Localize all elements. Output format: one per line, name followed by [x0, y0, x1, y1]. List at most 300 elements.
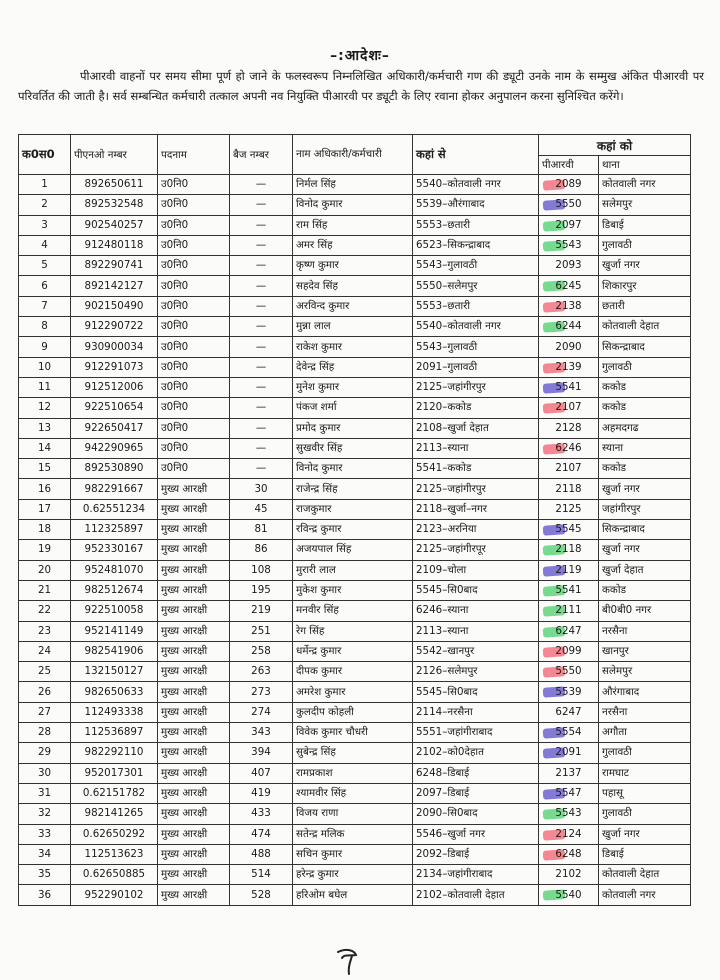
row-from: 2118–खुर्जा–नगर: [413, 499, 539, 519]
row-from: 2120–ककोड: [413, 398, 539, 418]
row-prv-value: 2099: [555, 644, 582, 657]
row-prv-value: 2107: [555, 401, 582, 414]
row-badge: 528: [230, 885, 293, 905]
row-post: मुख्य आरक्षी: [158, 520, 230, 540]
row-prv: [539, 580, 599, 600]
row-pno: 982541906: [71, 641, 158, 661]
row-prv: [539, 844, 599, 864]
header-prv: पीआरवी: [539, 156, 599, 175]
row-thana: ककोड: [599, 459, 691, 479]
row-badge: —: [230, 377, 293, 397]
row-prv-value: 2107: [555, 462, 582, 475]
row-from: 5540–कोतवाली नगर: [413, 317, 539, 337]
table-row: [19, 662, 691, 682]
row-pno: 892142127: [71, 276, 158, 296]
row-sn: 27: [19, 702, 71, 722]
row-thana: कोतवाली नगर: [599, 885, 691, 905]
row-post: उ0नि0: [158, 215, 230, 235]
row-thana: खुर्जा नगर: [599, 824, 691, 844]
row-prv: [539, 702, 599, 722]
row-prv-value: 2128: [555, 421, 582, 434]
table-row: [19, 682, 691, 702]
row-name: मुनेश कुमार: [293, 377, 413, 397]
row-sn: 7: [19, 296, 71, 316]
row-from: 5540–कोतवाली नगर: [413, 175, 539, 195]
row-from: 2123–अरनिया: [413, 520, 539, 540]
row-pno: 912480118: [71, 235, 158, 255]
row-pno: 952017301: [71, 763, 158, 783]
row-badge: —: [230, 296, 293, 316]
row-badge: —: [230, 215, 293, 235]
row-sn: 20: [19, 560, 71, 580]
row-prv: [539, 641, 599, 661]
row-badge: 433: [230, 804, 293, 824]
row-name: सुबेन्द्र सिंह: [293, 743, 413, 763]
header-to: कहां को: [539, 135, 691, 156]
row-badge: —: [230, 357, 293, 377]
row-post: मुख्य आरक्षी: [158, 479, 230, 499]
row-prv: [539, 662, 599, 682]
row-sn: 18: [19, 520, 71, 540]
duty-table-body: [19, 175, 691, 906]
row-prv: [539, 195, 599, 215]
header-pno: पीएनओ नम्बर: [71, 135, 158, 175]
row-thana: अगौता: [599, 723, 691, 743]
row-thana: कोतवाली नगर: [599, 175, 691, 195]
row-prv-value: 6248: [555, 847, 582, 860]
row-from: 5550–सलेमपुर: [413, 276, 539, 296]
row-thana: शिकारपुर: [599, 276, 691, 296]
row-thana: स्याना: [599, 438, 691, 458]
row-post: मुख्य आरक्षी: [158, 723, 230, 743]
row-name: अरविन्द कुमार: [293, 296, 413, 316]
row-thana: सलेमपुर: [599, 662, 691, 682]
table-row: [19, 621, 691, 641]
row-prv-value: 2089: [555, 178, 582, 191]
row-name: प्रमोद कुमार: [293, 418, 413, 438]
header-post: पदनाम: [158, 135, 230, 175]
table-row: [19, 702, 691, 722]
row-from: 2109–चोला: [413, 560, 539, 580]
row-prv-value: 2097: [555, 218, 582, 231]
row-thana: ककोड: [599, 580, 691, 600]
table-row: [19, 580, 691, 600]
row-thana: नरसैना: [599, 621, 691, 641]
row-prv: [539, 317, 599, 337]
row-sn: 8: [19, 317, 71, 337]
row-thana: सिकन्द्राबाद: [599, 520, 691, 540]
row-from: 2125–जहांगीरपुर: [413, 377, 539, 397]
row-from: 5545–सि0बाद: [413, 682, 539, 702]
row-post: उ0नि0: [158, 256, 230, 276]
row-post: मुख्य आरक्षी: [158, 499, 230, 519]
row-name: मुन्ना लाल: [293, 317, 413, 337]
row-thana: नरसैना: [599, 702, 691, 722]
row-prv: [539, 459, 599, 479]
row-from: 2114–नरसैना: [413, 702, 539, 722]
row-badge: 514: [230, 865, 293, 885]
row-sn: 11: [19, 377, 71, 397]
row-prv: [539, 601, 599, 621]
row-pno: 922510654: [71, 398, 158, 418]
row-prv-value: 6247: [555, 705, 582, 718]
row-from: 5543–गुलावठी: [413, 256, 539, 276]
row-badge: —: [230, 418, 293, 438]
row-thana: ककोड: [599, 377, 691, 397]
row-from: 5545–सि0बाद: [413, 580, 539, 600]
row-sn: 3: [19, 215, 71, 235]
row-prv-value: 2111: [555, 604, 582, 617]
row-prv-value: 2138: [555, 299, 582, 312]
table-row: [19, 479, 691, 499]
row-prv-value: 5550: [555, 665, 582, 678]
row-from: 6248–डिबाई: [413, 763, 539, 783]
row-pno: 930900034: [71, 337, 158, 357]
row-badge: 30: [230, 479, 293, 499]
row-pno: 132150127: [71, 662, 158, 682]
row-thana: डिबाई: [599, 215, 691, 235]
row-thana: रामघाट: [599, 763, 691, 783]
row-thana: खुर्जा नगर: [599, 479, 691, 499]
row-pno: 982650633: [71, 682, 158, 702]
row-badge: 86: [230, 540, 293, 560]
table-row: [19, 560, 691, 580]
row-from: 5542–खानपुर: [413, 641, 539, 661]
row-sn: 13: [19, 418, 71, 438]
row-name: दीपक कुमार: [293, 662, 413, 682]
row-thana: खुर्जा देहात: [599, 560, 691, 580]
table-row: [19, 296, 691, 316]
row-prv: [539, 499, 599, 519]
row-pno: 892530890: [71, 459, 158, 479]
row-post: मुख्य आरक्षी: [158, 662, 230, 682]
row-name: विनोद कुमार: [293, 195, 413, 215]
row-post: मुख्य आरक्षी: [158, 702, 230, 722]
row-post: मुख्य आरक्षी: [158, 885, 230, 905]
row-prv-value: 2124: [555, 827, 582, 840]
row-prv-value: 5547: [555, 787, 582, 800]
row-prv: [539, 540, 599, 560]
row-name: विजय राणा: [293, 804, 413, 824]
table-row: [19, 337, 691, 357]
table-row: [19, 723, 691, 743]
row-from: 2092–डिबाई: [413, 844, 539, 864]
row-from: 5541–ककोड: [413, 459, 539, 479]
row-post: मुख्य आरक्षी: [158, 621, 230, 641]
row-name: राजेन्द्र सिंह: [293, 479, 413, 499]
row-post: उ0नि0: [158, 438, 230, 458]
row-name: मनवीर सिंह: [293, 601, 413, 621]
row-name: हरेन्द्र कुमार: [293, 865, 413, 885]
row-pno: 112325897: [71, 520, 158, 540]
row-post: उ0नि0: [158, 377, 230, 397]
row-prv: [539, 682, 599, 702]
table-row: [19, 763, 691, 783]
header-sn: क0स0: [19, 135, 71, 175]
row-prv: [539, 783, 599, 803]
row-from: 5539–औरंगाबाद: [413, 195, 539, 215]
row-name: विवेक कुमार चौधरी: [293, 723, 413, 743]
row-sn: 14: [19, 438, 71, 458]
row-pno: 982291667: [71, 479, 158, 499]
header-name: नाम अधिकारी/कर्मचारी: [293, 135, 413, 175]
row-from: 2091–गुलावठी: [413, 357, 539, 377]
row-from: 2090–सि0बाद: [413, 804, 539, 824]
row-thana: सिकन्द्राबाद: [599, 337, 691, 357]
row-prv-value: 5543: [555, 239, 582, 252]
row-thana: जहांगीरपुर: [599, 499, 691, 519]
row-from: 2125–जहांगीरपूर: [413, 540, 539, 560]
row-prv-value: 6247: [555, 624, 582, 637]
row-sn: 33: [19, 824, 71, 844]
row-post: उ0नि0: [158, 357, 230, 377]
row-prv-value: 5554: [555, 726, 582, 739]
row-post: मुख्य आरक्षी: [158, 682, 230, 702]
row-prv: [539, 723, 599, 743]
table-row: [19, 357, 691, 377]
row-prv: [539, 885, 599, 905]
row-badge: —: [230, 175, 293, 195]
table-row: [19, 175, 691, 195]
row-prv-value: 2118: [555, 482, 582, 495]
row-thana: औरंगाबाद: [599, 682, 691, 702]
order-paragraph-text: पीआरवी वाहनों पर समय सीमा पूर्ण हो जाने के फलस्वरूप निम्नलिखित अधिकारी/कर्मचारी गण की ड्यूटी उनके नाम के सम्मुख अंकित पीआरवी पर परिवर्तित की जाती है। सर्व सम्बन्धित कर्मचारी तत्काल अपनी नव नियुक्ति पीआरवी पर ड्यूटी के लिए रवाना होकर अनुपालन करना सुनिश्चित करेंगे।: [18, 69, 704, 103]
row-name: देवेन्द्र सिंह: [293, 357, 413, 377]
row-from: 2134–जहांगीराबाद: [413, 865, 539, 885]
row-name: मुरारी लाल: [293, 560, 413, 580]
row-prv: [539, 398, 599, 418]
row-name: धर्मेन्द्र कुमार: [293, 641, 413, 661]
row-pno: 902150490: [71, 296, 158, 316]
row-badge: —: [230, 438, 293, 458]
row-prv-value: 2090: [555, 340, 582, 353]
order-title: –:आदेशः–: [330, 48, 390, 64]
row-pno: 942290965: [71, 438, 158, 458]
table-row: [19, 641, 691, 661]
row-prv-value: 2137: [555, 766, 582, 779]
table-row: [19, 215, 691, 235]
row-name: अमरेश कुमार: [293, 682, 413, 702]
row-prv: [539, 296, 599, 316]
row-post: मुख्य आरक्षी: [158, 580, 230, 600]
row-badge: —: [230, 459, 293, 479]
row-name: सतेन्द्र मलिक: [293, 824, 413, 844]
row-badge: 195: [230, 580, 293, 600]
row-name: कृष्ण कुमार: [293, 256, 413, 276]
row-prv-value: 2091: [555, 746, 582, 759]
row-pno: 912291073: [71, 357, 158, 377]
row-pno: 0.62551234: [71, 499, 158, 519]
row-prv: [539, 418, 599, 438]
row-pno: 892650611: [71, 175, 158, 195]
row-badge: 81: [230, 520, 293, 540]
table-row: [19, 601, 691, 621]
row-from: 5551–जहांगीराबाद: [413, 723, 539, 743]
row-post: मुख्य आरक्षी: [158, 865, 230, 885]
row-sn: 24: [19, 641, 71, 661]
row-sn: 1: [19, 175, 71, 195]
row-prv-value: 2125: [555, 502, 582, 515]
row-sn: 36: [19, 885, 71, 905]
row-name: अमर सिंह: [293, 235, 413, 255]
row-thana: खुर्जा नगर: [599, 540, 691, 560]
row-post: उ0नि0: [158, 235, 230, 255]
row-badge: 219: [230, 601, 293, 621]
row-sn: 16: [19, 479, 71, 499]
row-thana: बी0बी0 नगर: [599, 601, 691, 621]
row-sn: 26: [19, 682, 71, 702]
row-post: उ0नि0: [158, 317, 230, 337]
row-thana: पहासू: [599, 783, 691, 803]
row-badge: —: [230, 235, 293, 255]
row-prv: [539, 337, 599, 357]
row-prv-value: 5545: [555, 523, 582, 536]
row-pno: 922510058: [71, 601, 158, 621]
row-post: मुख्य आरक्षी: [158, 560, 230, 580]
row-prv: [539, 175, 599, 195]
row-post: मुख्य आरक्षी: [158, 844, 230, 864]
row-prv: [539, 865, 599, 885]
row-thana: ककोड: [599, 398, 691, 418]
row-prv: [539, 479, 599, 499]
row-post: मुख्य आरक्षी: [158, 824, 230, 844]
row-from: 2102–कोतवाली देहात: [413, 885, 539, 905]
row-thana: गुलावठी: [599, 743, 691, 763]
row-post: उ0नि0: [158, 418, 230, 438]
row-badge: —: [230, 276, 293, 296]
row-prv-value: 6244: [555, 320, 582, 333]
row-name: सहदेव सिंह: [293, 276, 413, 296]
row-pno: 892532548: [71, 195, 158, 215]
row-name: सचिन कुमार: [293, 844, 413, 864]
row-name: पंकज शर्मा: [293, 398, 413, 418]
row-sn: 19: [19, 540, 71, 560]
row-pno: 112493338: [71, 702, 158, 722]
row-badge: —: [230, 256, 293, 276]
row-prv-value: 2139: [555, 360, 582, 373]
row-prv: [539, 256, 599, 276]
table-row: [19, 377, 691, 397]
row-thana: कोतवाली देहात: [599, 317, 691, 337]
row-badge: 474: [230, 824, 293, 844]
row-pno: 112536897: [71, 723, 158, 743]
row-from: 5546–खुर्जा नगर: [413, 824, 539, 844]
row-sn: 10: [19, 357, 71, 377]
row-post: उ0नि0: [158, 276, 230, 296]
row-sn: 2: [19, 195, 71, 215]
row-badge: —: [230, 337, 293, 357]
table-row: [19, 418, 691, 438]
table-row: [19, 844, 691, 864]
row-badge: 343: [230, 723, 293, 743]
row-post: मुख्य आरक्षी: [158, 601, 230, 621]
row-badge: 251: [230, 621, 293, 641]
row-prv-value: 5541: [555, 381, 582, 394]
row-sn: 25: [19, 662, 71, 682]
row-from: 2097–डिबाई: [413, 783, 539, 803]
row-prv-value: 2102: [555, 868, 582, 881]
table-row: [19, 276, 691, 296]
row-name: श्यामवीर सिंह: [293, 783, 413, 803]
row-prv-value: 5540: [555, 888, 582, 901]
row-from: 2125–जहांगीरपुर: [413, 479, 539, 499]
row-sn: 28: [19, 723, 71, 743]
row-name: विनोद कुमार: [293, 459, 413, 479]
row-badge: —: [230, 398, 293, 418]
row-sn: 5: [19, 256, 71, 276]
row-post: उ0नि0: [158, 459, 230, 479]
row-pno: 952481070: [71, 560, 158, 580]
row-prv: [539, 377, 599, 397]
table-row: [19, 256, 691, 276]
row-name: रेग सिंह: [293, 621, 413, 641]
row-thana: सलेमपुर: [599, 195, 691, 215]
row-badge: 488: [230, 844, 293, 864]
row-badge: 273: [230, 682, 293, 702]
row-thana: कोतवाली देहात: [599, 865, 691, 885]
row-badge: 274: [230, 702, 293, 722]
row-from: 2113–स्याना: [413, 438, 539, 458]
row-post: उ0नि0: [158, 175, 230, 195]
table-row: [19, 195, 691, 215]
row-post: मुख्य आरक्षी: [158, 743, 230, 763]
row-post: मुख्य आरक्षी: [158, 783, 230, 803]
header-from: कहां से: [413, 135, 539, 175]
row-from: 2113–स्याना: [413, 621, 539, 641]
row-pno: 0.62650885: [71, 865, 158, 885]
row-badge: 108: [230, 560, 293, 580]
table-row: [19, 398, 691, 418]
row-pno: 912512006: [71, 377, 158, 397]
row-sn: 12: [19, 398, 71, 418]
row-post: मुख्य आरक्षी: [158, 763, 230, 783]
table-row: [19, 438, 691, 458]
table-row: [19, 499, 691, 519]
row-pno: 112513623: [71, 844, 158, 864]
row-name: मुकेश कुमार: [293, 580, 413, 600]
row-prv-value: 5539: [555, 685, 582, 698]
row-prv-value: 5541: [555, 584, 582, 597]
row-sn: 15: [19, 459, 71, 479]
row-badge: —: [230, 195, 293, 215]
row-post: मुख्य आरक्षी: [158, 804, 230, 824]
table-row: [19, 540, 691, 560]
table-row: [19, 317, 691, 337]
signature-mark: [330, 946, 370, 976]
row-from: 6523–सिकन्द्राबाद: [413, 235, 539, 255]
row-sn: 31: [19, 783, 71, 803]
row-thana: अहमदगढ: [599, 418, 691, 438]
table-row: [19, 885, 691, 905]
row-post: उ0नि0: [158, 195, 230, 215]
row-thana: गुलावठी: [599, 235, 691, 255]
row-sn: 22: [19, 601, 71, 621]
row-from: 5543–गुलावठी: [413, 337, 539, 357]
table-row: [19, 459, 691, 479]
table-row: [19, 743, 691, 763]
row-sn: 23: [19, 621, 71, 641]
header-thana: थाना: [599, 156, 691, 175]
row-thana: खानपुर: [599, 641, 691, 661]
row-pno: 0.62650292: [71, 824, 158, 844]
row-prv-value: 5543: [555, 807, 582, 820]
header-badge: बैज नम्बर: [230, 135, 293, 175]
row-prv-value: 2093: [555, 259, 582, 272]
row-name: निर्मल सिंह: [293, 175, 413, 195]
row-prv: [539, 235, 599, 255]
row-post: मुख्य आरक्षी: [158, 540, 230, 560]
row-sn: 35: [19, 865, 71, 885]
